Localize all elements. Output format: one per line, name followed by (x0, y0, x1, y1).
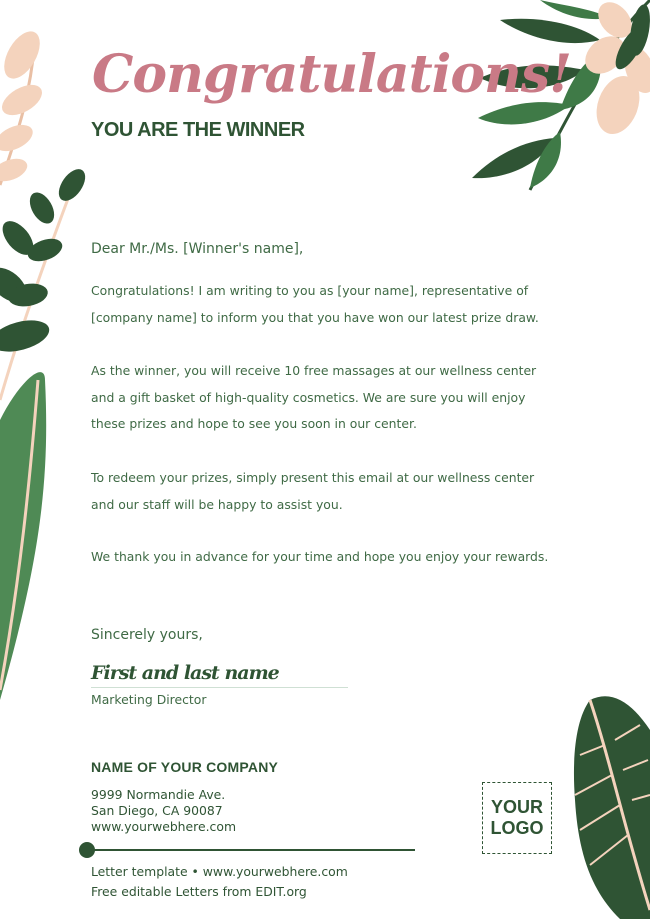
peach-branch-top-left-icon (0, 25, 47, 185)
logo-line-2: LOGO (490, 818, 544, 838)
green-branch-left-icon (0, 165, 91, 400)
footer-line-2: Free editable Letters from EDIT.org (91, 884, 307, 899)
logo-placeholder (482, 782, 552, 854)
address-line-1: 9999 Normandie Ave. (91, 787, 226, 802)
divider-line (90, 849, 415, 851)
long-leaf-left-icon (0, 372, 46, 700)
company-website: www.yourwebhere.com (91, 819, 237, 834)
closing: Sincerely yours, (91, 627, 203, 643)
footer-line-1: Letter template • www.yourwebhere.com (91, 864, 348, 879)
letter-paragraph-3: To redeem your prizes, simply present this email at our wellness center and our staff will be happy to assist you. (91, 470, 535, 512)
signer-role: Marketing Director (91, 692, 207, 707)
salutation: Dear Mr./Ms. [Winner's name], (91, 241, 304, 257)
monstera-leaf-bottom-right-icon (574, 696, 650, 919)
address-line-2: San Diego, CA 90087 (91, 803, 223, 818)
letter-paragraph-4: We thank you in advance for your time and hope you enjoy your rewards. (91, 549, 549, 564)
letter-paragraph-1: Congratulations! I am writing to you as [your name], representative of [company name] to inform you that you have won our latest prize draw. (91, 283, 539, 325)
signature-line (91, 687, 348, 688)
company-name: NAME OF YOUR COMPANY (91, 759, 279, 775)
headline: Congratulations! (92, 44, 571, 105)
letter-paragraph-2: As the winner, you will receive 10 free massages at our wellness center and a gift basket of high-quality cosmetics. We are sure you will enjoy these prizes and hope to see you soon in our center. (91, 363, 537, 431)
subhead: YOU ARE THE WINNER (91, 119, 305, 141)
logo-line-1: YOUR (490, 797, 543, 817)
signature: First and last name (91, 662, 279, 684)
